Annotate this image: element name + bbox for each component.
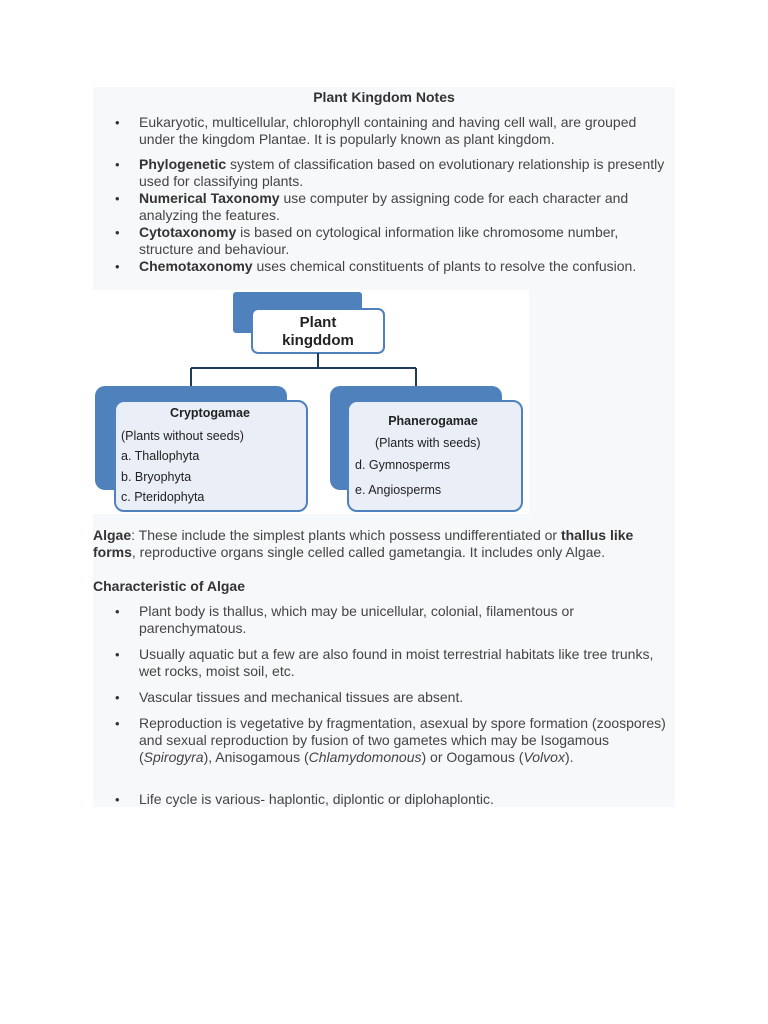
genus-name: Spirogyra	[143, 749, 204, 765]
bullet-term: Numerical Taxonomy	[139, 190, 280, 206]
left-node-subtitle: (Plants without seeds)	[121, 429, 244, 443]
algae-bullet	[139, 715, 674, 766]
algae-term: Algae	[93, 527, 132, 543]
root-node-label-1: Plant	[299, 314, 337, 331]
classification-diagram-svg	[93, 290, 529, 514]
bullet-text: Eukaryotic, multicellular, chlorophyll containing and having cell wall, are grouped under the kingdom Plantae. It is popularly known as plant kingdom.	[139, 114, 637, 147]
bullet-term: Phylogenetic	[139, 156, 227, 172]
genus-name: Volvox	[523, 749, 565, 765]
algae-term: thallus like forms	[93, 527, 634, 560]
bullet-text: ).	[564, 749, 574, 765]
page-title: Plant Kingdom Notes	[313, 89, 455, 105]
right-node-item: d. Gymnosperms	[355, 458, 451, 472]
classification-diagram	[93, 290, 529, 514]
right-node-subtitle: (Plants with seeds)	[375, 436, 481, 450]
left-node-title: Cryptogamae	[170, 406, 250, 420]
bullet-term: Chemotaxonomy	[139, 258, 253, 274]
intro-bullet	[139, 114, 674, 148]
left-node-item: b. Bryophyta	[121, 470, 192, 484]
algae-bullet	[139, 689, 674, 706]
bullet-text: use computer by assigning code for each character and analyzing the features.	[139, 190, 629, 223]
algae-bullet	[139, 646, 674, 680]
bullet-text: Vascular tissues and mechanical tissues are absent.	[139, 689, 464, 705]
algae-text: : These include the simplest plants which possess undifferentiated or	[131, 527, 561, 543]
intro-bullet	[139, 190, 674, 224]
algae-bullet	[139, 603, 674, 637]
bullet-term: Cytotaxonomy	[139, 224, 237, 240]
left-node-item: c. Pteridophyta	[121, 490, 205, 504]
bullet-text: Reproduction is vegetative by fragmentation, asexual by spore formation (zoospores) and sexual reproduction by fusion of two gametes which may be Isogamous (	[139, 715, 666, 765]
bullet-text: ) or Oogamous (	[421, 749, 524, 765]
bullet-text: Usually aquatic but a few are also found in moist terrestrial habitats like tree trunks, wet rocks, moist soil, etc.	[139, 646, 654, 679]
bullet-text: Life cycle is various- haplontic, diplontic or diplohaplontic.	[139, 791, 494, 807]
bullet-text: uses chemical constituents of plants to resolve the confusion.	[252, 258, 637, 274]
genus-name: Chlamydomonous	[308, 749, 422, 765]
intro-bullet	[139, 258, 674, 275]
intro-bullet	[139, 224, 674, 258]
bullet-text: Plant body is thallus, which may be unicellular, colonial, filamentous or parenchymatous.	[139, 603, 575, 636]
root-node-label-2: kingddom	[282, 332, 354, 349]
intro-bullet	[139, 156, 674, 190]
bullet-text: ), Anisogamous (	[203, 749, 309, 765]
algae-text: , reproductive organs single celled called gametangia. It includes only Algae.	[131, 544, 606, 560]
bullet-text: system of classification based on evolutionary relationship is presently used for classifying plants.	[139, 156, 665, 189]
algae-paragraph	[93, 527, 673, 561]
bullet-text: is based on cytological information like chromosome number, structure and behaviour.	[139, 224, 619, 257]
left-node-item: a. Thallophyta	[121, 449, 200, 463]
algae-bullet	[139, 791, 674, 808]
right-node-title: Phanerogamae	[388, 414, 478, 428]
section-heading: Characteristic of Algae	[93, 578, 245, 594]
right-node-item: e. Angiosperms	[355, 483, 442, 497]
